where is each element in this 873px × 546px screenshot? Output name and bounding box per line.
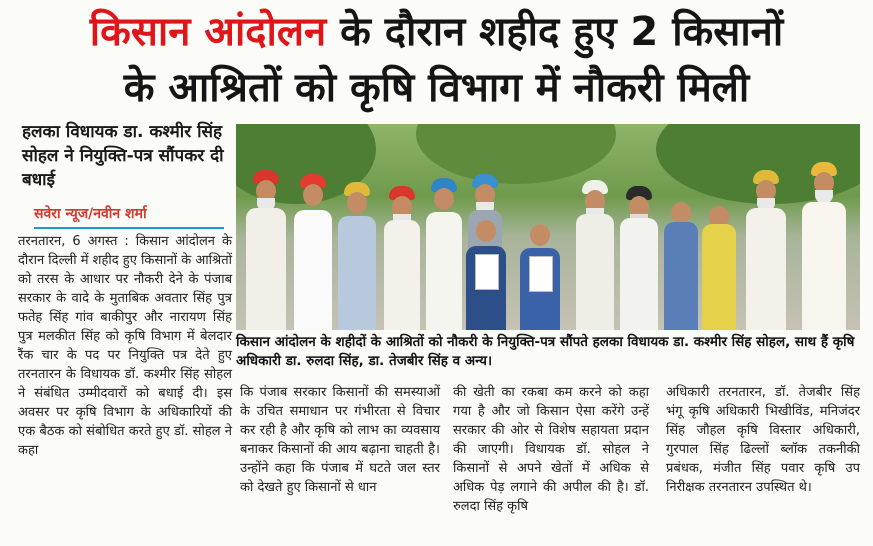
headline-line-1 [0,4,873,60]
person [576,156,614,330]
byline: सवेरा न्यूज/नवीन शर्मा [34,204,224,229]
person [246,150,286,330]
person [702,164,736,330]
photo-caption: किसान आंदोलन के शहीदों के आश्रितों को नौकरी के नियुक्ति-पत्र सौंपते हलका विधायक डा. कश्मीर सिंह सोहल, साथ हैं कृषि अधिकारी डा. रुलदा सिंह, डा. तेजबीर सिंह व अन्य। [236,334,855,369]
news-photo [236,124,860,330]
headline-line-2: के आश्रितों को कृषि विभाग में नौकरी मिली [123,65,750,111]
person [664,162,698,330]
person [294,152,332,330]
seated-person [464,220,508,330]
headline-highlight: किसान आंदोलन [89,9,327,55]
subheadline: हलका विधायक डा. कश्मीर सिंह सोहल ने नियुक्ति-पत्र सौंपकर दी बधाई [22,122,224,190]
person [802,146,846,330]
person [338,158,376,330]
article-column-2: कि पंजाब सरकार किसानों की समस्याओं के उचित समाधान पर गंभीरता से विचार कर रही है और कृषि को लाभ का व्यवसाय बनाकर किसानों की आय बढ़ाना चाहती है। उन्होंने कहा कि पंजाब में घटते जल स्तर को देखते हुए किसानों से धान [240,385,440,495]
article-column-4: अधिकारी तरनतारन, डॉ. तेजबीर सिंह भंगू कृषि अधिकारी भिखीविंड, मनिजंदर सिंह जौहल कृषि विस्तार अधिकारी, गुरपाल सिंह ढिल्लों ब्लॉक तकनीकी प्रबंधक, मंजीत सिंह पवार कृषि उप निरीक्षक तरनतारन उपस्थित थे। [666,385,860,495]
person [426,154,462,330]
article-column-1: तरनतारन, 6 अगस्त : किसान आंदोलन के दौरान दिल्ली में शहीद हुए किसानों के आश्रितों को तरस के आधार पर नौकरी देने के पंजाब सरकार के वादे के मुताबिक अवतार सिंह पुत्र फतेह सिंह गांव बाकीपुर और नारायण सिंह पुत्र मलकीत सिंह को कृषि विभाग में बेलदार रैंक चार के पद पर नियुक्ति पत्र देते हुए तरनतारन के विधायक डॉ. कश्मीर सिंह सोहल ने संबंधित उम्मीदवारों को बधाई दी। इस अवसर पर कृषि विभाग के अधिकारियों की एक बैठक को संबोधित करते हुए डॉ. सोहल ने कहा [18,234,232,458]
person [746,150,786,330]
person [384,160,420,330]
appointment-letter [529,256,553,292]
appointment-letter [475,254,499,290]
headline [0,4,873,116]
seated-person [518,224,562,330]
article-column-3: की खेती का रकबा कम करने को कहा गया है और जो किसान ऐसा करेंगे उन्हें सरकार की ओर से विशेष सहायता प्रदान की जाएगी। विधायक डॉ. सोहल ने किसानों से अपने खेतों में अधिक से अधिक पेड़ लगाने की अपील की है। डॉ. रुलदा सिंह कृषि [453,385,649,514]
person [620,160,658,330]
headline-line-1-rest: के दौरान शहीद हुए 2 किसानों [340,9,784,55]
